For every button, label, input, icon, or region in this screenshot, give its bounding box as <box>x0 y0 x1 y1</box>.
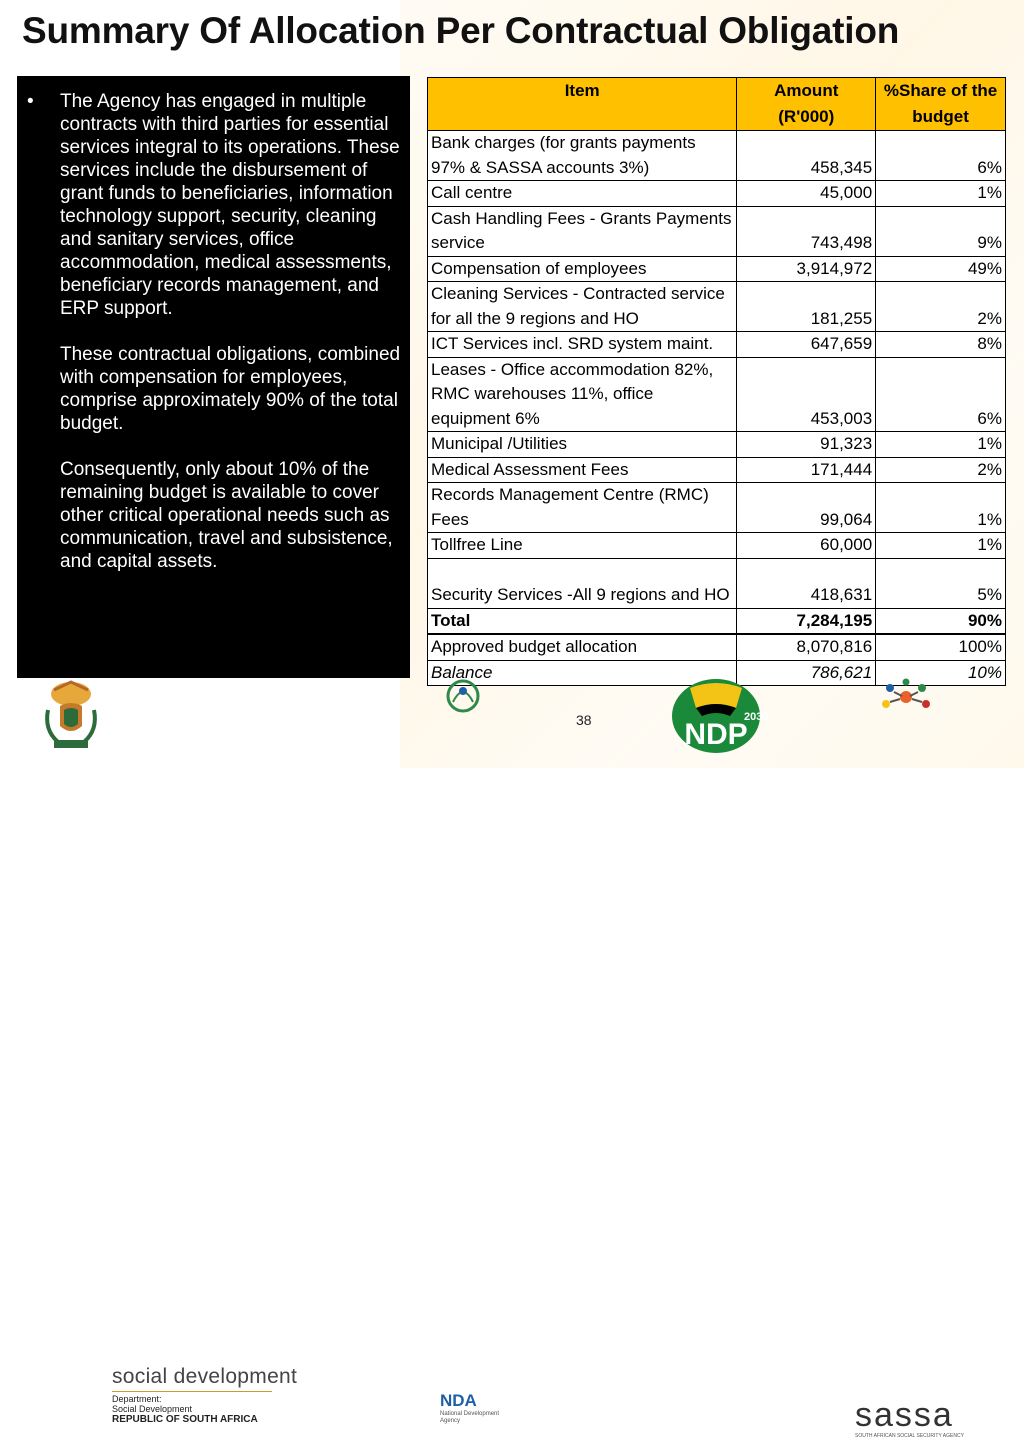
cell-item: Approved budget allocation <box>428 634 737 660</box>
cell-amount: 647,659 <box>737 332 876 358</box>
cell-share: 1% <box>876 181 1006 207</box>
cell-share: 5% <box>876 558 1006 608</box>
coat-of-arms-icon <box>40 680 102 754</box>
cell-amount: 7,284,195 <box>737 608 876 634</box>
cell-item: Balance <box>428 660 737 686</box>
cell-share: 49% <box>876 256 1006 282</box>
cell-item: Medical Assessment Fees <box>428 457 737 483</box>
cell-share: 100% <box>876 634 1006 660</box>
table-row <box>428 558 1006 608</box>
nda-logo-icon <box>442 678 484 714</box>
cell-item: Bank charges (for grants payments 97% & SASSA accounts 3%) <box>428 131 737 181</box>
cell-share: 8% <box>876 332 1006 358</box>
cell-share: 90% <box>876 608 1006 634</box>
cell-amount: 181,255 <box>737 282 876 332</box>
approved-budget-row <box>428 634 1006 660</box>
bullet-icon: • <box>27 91 34 112</box>
summary-paragraph: These contractual obligations, combined with compensation for employees, comprise approximately 90% of the total budget. <box>60 344 401 434</box>
footer-logos <box>0 678 1024 1439</box>
cell-item: Records Management Centre (RMC) Fees <box>428 483 737 533</box>
sassa-figures-icon <box>876 678 936 716</box>
cell-amount: 45,000 <box>737 181 876 207</box>
cell-item: ICT Services incl. SRD system maint. <box>428 332 737 358</box>
ndp-2030-logo-icon <box>670 678 769 754</box>
table-row <box>428 357 1006 432</box>
table-row <box>428 533 1006 559</box>
cell-item: Municipal /Utilities <box>428 432 737 458</box>
svg-text:2030: 2030 <box>744 711 769 723</box>
cell-item: Cleaning Services - Contracted service for all the 9 regions and HO <box>428 282 737 332</box>
cell-amount: 3,914,972 <box>737 256 876 282</box>
allocation-table <box>427 77 1006 686</box>
social-development-logo: social development Department: Social Development REPUBLIC OF SOUTH AFRICA <box>112 1365 298 1425</box>
cell-share: 1% <box>876 533 1006 559</box>
cell-amount: 418,631 <box>737 558 876 608</box>
cell-share: 1% <box>876 483 1006 533</box>
cell-amount: 453,003 <box>737 357 876 432</box>
cell-item: Cash Handling Fees - Grants Payments service <box>428 206 737 256</box>
table-row <box>428 332 1006 358</box>
cell-amount: 743,498 <box>737 206 876 256</box>
cell-item: Security Services -All 9 regions and HO <box>428 558 737 608</box>
summary-text-panel <box>17 76 410 678</box>
header-share: %Share of the budget <box>876 78 1006 131</box>
table-row <box>428 483 1006 533</box>
cell-amount: 458,345 <box>737 131 876 181</box>
page-number: 38 <box>576 712 592 728</box>
cell-share: 2% <box>876 282 1006 332</box>
cell-item: Tollfree Line <box>428 533 737 559</box>
summary-paragraph: The Agency has engaged in multiple contracts with third parties for essential services integral to its operations. These services include the disbursement of grant funds to beneficiaries, information technology support, security, cleaning and sanitary services, office accommodation, medical assessments, beneficiary records management, and ERP support. <box>60 91 400 319</box>
cell-share: 6% <box>876 131 1006 181</box>
slide-title: Summary Of Allocation Per Contractual Obligation <box>22 10 900 51</box>
cell-share: 2% <box>876 457 1006 483</box>
cell-item: Call centre <box>428 181 737 207</box>
table-row <box>428 206 1006 256</box>
table-row <box>428 432 1006 458</box>
table-row <box>428 457 1006 483</box>
cell-item: Total <box>428 608 737 634</box>
header-amount: Amount (R'000) <box>737 78 876 131</box>
header-item: Item <box>428 78 737 131</box>
summary-paragraph: Consequently, only about 10% of the remaining budget is available to cover other critical operational needs such as communication, travel and subsistence, and capital assets. <box>60 459 393 572</box>
svg-text:NDP: NDP <box>684 718 748 751</box>
total-row <box>428 608 1006 634</box>
cell-share: 1% <box>876 432 1006 458</box>
cell-amount: 91,323 <box>737 432 876 458</box>
table-row <box>428 256 1006 282</box>
cell-share: 10% <box>876 660 1006 686</box>
cell-item: Leases - Office accommodation 82%, RMC warehouses 11%, office equipment 6% <box>428 357 737 432</box>
table-row <box>428 282 1006 332</box>
nda-logo: NDA National Development Agency <box>440 1391 500 1424</box>
cell-item: Compensation of employees <box>428 256 737 282</box>
table-header-row <box>428 78 1006 131</box>
table-row <box>428 131 1006 181</box>
cell-amount: 8,070,816 <box>737 634 876 660</box>
cell-amount: 786,621 <box>737 660 876 686</box>
cell-share: 6% <box>876 357 1006 432</box>
cell-amount: 99,064 <box>737 483 876 533</box>
table-row <box>428 181 1006 207</box>
cell-amount: 171,444 <box>737 457 876 483</box>
cell-amount: 60,000 <box>737 533 876 559</box>
sassa-logo: sassa SOUTH AFRICAN SOCIAL SECURITY AGENCY <box>855 1396 964 1439</box>
cell-share: 9% <box>876 206 1006 256</box>
